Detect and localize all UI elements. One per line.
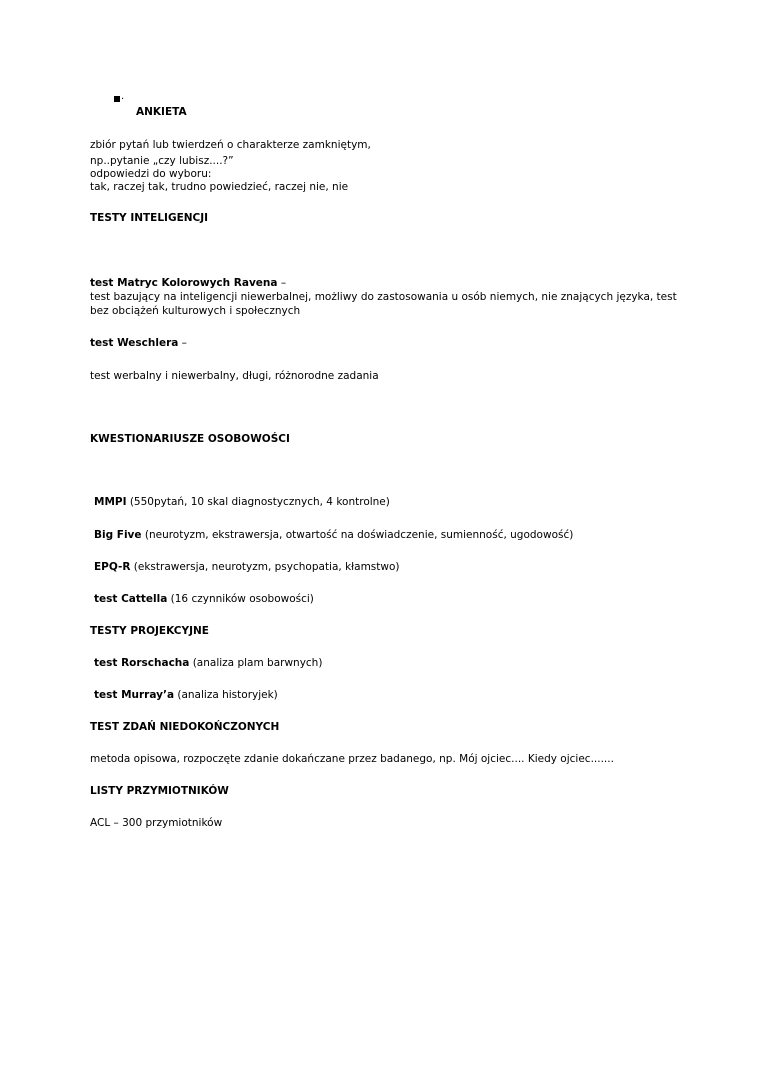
item-name: test Cattella bbox=[94, 593, 168, 605]
item-desc: (analiza historyjek) bbox=[174, 689, 278, 701]
list-item bbox=[94, 494, 390, 510]
ankieta-line-3: odpowiedzi do wyboru: bbox=[90, 168, 212, 180]
ravena-name: test Matryc Kolorowych Ravena bbox=[90, 277, 278, 289]
list-item bbox=[94, 687, 278, 703]
ravena-desc-line-2: bez obciążeń kulturowych i społecznych bbox=[90, 305, 301, 317]
ankieta-line-2: np..pytanie „czy lubisz....?” bbox=[90, 155, 234, 167]
item-desc: (analiza plam barwnych) bbox=[189, 657, 323, 669]
item-name: MMPI bbox=[94, 496, 127, 508]
item-desc: (neurotyzm, ekstrawersja, otwartość na doświadczenie, sumienność, ugodowość) bbox=[141, 529, 574, 541]
heading-kwestionariusze: KWESTIONARIUSZE OSOBOWOŚCI bbox=[90, 433, 290, 445]
bullet-dot: · bbox=[121, 94, 125, 105]
list-item bbox=[94, 655, 322, 671]
item-desc: (550pytań, 10 skal diagnostycznych, 4 kontrolne) bbox=[126, 496, 390, 508]
item-desc: (ekstrawersja, neurotyzm, psychopatia, kłamstwo) bbox=[130, 561, 400, 573]
heading-ankieta: ANKIETA bbox=[136, 106, 187, 118]
item-name: test Murray’a bbox=[94, 689, 175, 701]
item-name: test Rorschacha bbox=[94, 657, 190, 669]
weschlera-desc: test werbalny i niewerbalny, długi, różnorodne zadania bbox=[90, 370, 379, 382]
listy-desc: ACL – 300 przymiotników bbox=[90, 817, 223, 829]
weschlera-title bbox=[90, 335, 187, 351]
weschlera-name: test Weschlera bbox=[90, 337, 179, 349]
heading-test-zdan: TEST ZDAŃ NIEDOKOŃCZONYCH bbox=[90, 721, 280, 733]
item-name: Big Five bbox=[94, 529, 142, 541]
item-desc: (16 czynników osobowości) bbox=[167, 593, 314, 605]
heading-testy-inteligencji: TESTY INTELIGENCJI bbox=[90, 212, 209, 224]
square-bullet-icon bbox=[114, 96, 120, 102]
ravena-desc-line-1: test bazujący na inteligencji niewerbalnej, możliwy do zastosowania u osób niemych, nie znających języka, test bbox=[90, 291, 677, 303]
weschlera-dash: – bbox=[178, 337, 187, 349]
list-item bbox=[94, 559, 400, 575]
heading-testy-projekcyjne: TESTY PROJEKCYJNE bbox=[90, 625, 209, 637]
ravena-dash: – bbox=[277, 277, 287, 289]
bullet-marker bbox=[114, 92, 124, 108]
heading-listy: LISTY PRZYMIOTNIKÓW bbox=[90, 785, 229, 797]
ankieta-line-1: zbiór pytań lub twierdzeń o charakterze zamkniętym, bbox=[90, 139, 371, 151]
ankieta-line-4: tak, raczej tak, trudno powiedzieć, raczej nie, nie bbox=[90, 181, 349, 193]
test-zdan-desc: metoda opisowa, rozpoczęte zdanie dokańczane przez badanego, np. Mój ojciec.... Kiedy ojciec....... bbox=[90, 753, 614, 765]
item-name: EPQ-R bbox=[94, 561, 131, 573]
list-item bbox=[94, 527, 573, 543]
list-item bbox=[94, 591, 314, 607]
